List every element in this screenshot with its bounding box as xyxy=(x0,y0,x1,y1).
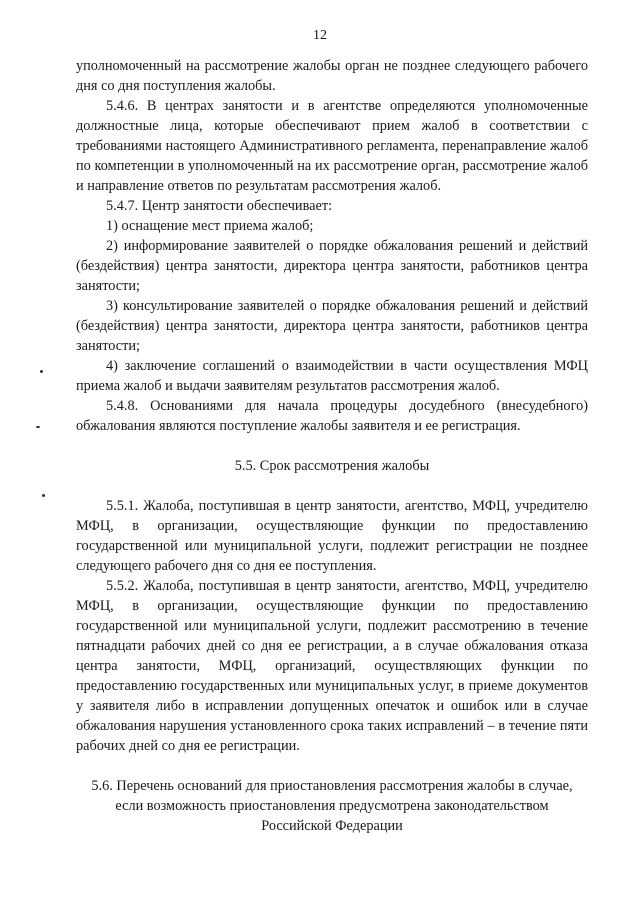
paragraph: уполномоченный на рассмотрение жалобы орган не позднее следующего рабочего дня со дня поступления жалобы. xyxy=(76,58,588,94)
paragraph-5-4-6: 5.4.6. В центрах занятости и в агентстве определяются уполномоченные должностные лица, которые обеспечивают прием жалоб в соответствии с требованиями настоящего Административного регламента, перенаправление жалоб по компетенции в уполномоченный на их рассмотрение орган, рассмотрение жалоб и направление ответов по результатам рассмотрения жалоб. xyxy=(76,98,588,194)
page-number: 12 xyxy=(313,28,327,43)
list-item: 3) консультирование заявителей о порядке обжалования решений и действий (бездействия) центра занятости, директора центра занятости, работников центра занятости; xyxy=(76,298,588,354)
section-heading-5-6: 5.6. Перечень оснований для приостановления рассмотрения жалобы в случае, если возможность приостановления предусмотрена законодательством Российской Федерации xyxy=(91,778,573,834)
scan-mark xyxy=(42,494,45,497)
paragraph-5-5-1: 5.5.1. Жалоба, поступившая в центр занятости, агентство, МФЦ, учредителю МФЦ, в организации, осуществляющие функции по предоставлению государственной или муниципальной услуги, подлежит регистрации не позднее следующего рабочего дня со дня ее поступления. xyxy=(76,498,588,574)
scan-mark xyxy=(36,426,40,428)
list-item: 4) заключение соглашений о взаимодействии в части осуществления МФЦ приема жалоб и выдачи заявителям результатов рассмотрения жалоб. xyxy=(76,358,588,394)
section-heading-5-5: 5.5. Срок рассмотрения жалобы xyxy=(234,458,430,474)
list-item: 1) оснащение мест приема жалоб; xyxy=(106,218,314,234)
document-body xyxy=(76,56,588,836)
paragraph-5-5-2: 5.5.2. Жалоба, поступившая в центр занятости, агентство, МФЦ, учредителю МФЦ, в организации, осуществляющие функции по предоставлению государственной или муниципальной услуги, подлежит рассмотрению в течение пятнадцати рабочих дней со дня ее регистрации, а в случае обжалования отказа центра занятости, МФЦ, организаций, осуществляющих функции по предоставлению государственных или муниципальных услуг, в приеме документов у заявителя либо в исправлении допущенных опечаток и ошибок или в случае обжалования нарушения установленного срока таких исправлений – в течение пяти рабочих дней со дня ее регистрации. xyxy=(76,578,588,754)
paragraph-5-4-7: 5.4.7. Центр занятости обеспечивает: xyxy=(106,198,333,214)
list-item: 2) информирование заявителей о порядке обжалования решений и действий (бездействия) центра занятости, директора центра занятости, работников центра занятости; xyxy=(76,238,588,294)
scan-mark xyxy=(40,370,43,373)
paragraph-5-4-8: 5.4.8. Основаниями для начала процедуры досудебного (внесудебного) обжалования являются поступление жалобы заявителя и ее регистрация. xyxy=(76,398,588,434)
